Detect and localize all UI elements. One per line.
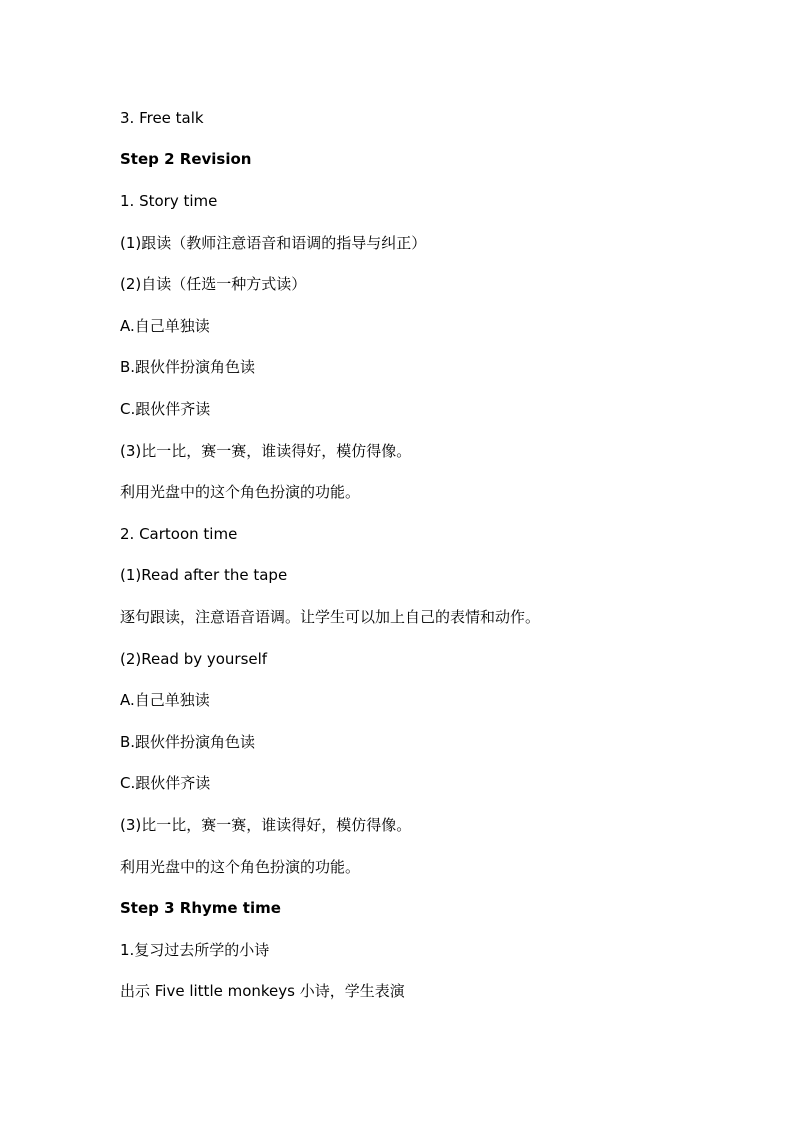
text-line-disc-role-play-2: 利用光盘中的这个角色扮演的功能。 [120,858,361,876]
text-line-free-talk: 3. Free talk [120,109,204,127]
heading-step-3-rhyme-time: Step 3 Rhyme time [120,899,281,917]
text-line-review-poems: 1.复习过去所学的小诗 [120,941,270,959]
text-line-self-read: (2)自读（任选一种方式读） [120,275,307,293]
text-line-five-little-monkeys: 出示 Five little monkeys 小诗，学生表演 [120,982,405,1000]
text-line-option-a-2: A.自己单独读 [120,691,210,709]
text-line-cartoon-time: 2. Cartoon time [120,525,238,543]
text-line-compete: (3)比一比，赛一赛，谁读得好，模仿得像。 [120,442,412,460]
heading-step-2-revision: Step 2 Revision [120,150,252,168]
text-line-read-after-tape: (1)Read after the tape [120,566,288,584]
text-line-option-b: B.跟伙伴扮演角色读 [120,358,256,376]
text-line-option-b-2: B.跟伙伴扮演角色读 [120,733,256,751]
text-line-follow-read: (1)跟读（教师注意语音和语调的指导与纠正） [120,234,427,252]
text-line-sentence-follow: 逐句跟读，注意语音语调。让学生可以加上自己的表情和动作。 [120,608,541,626]
text-line-option-c: C.跟伙伴齐读 [120,400,211,418]
text-line-compete-2: (3)比一比，赛一赛，谁读得好，模仿得像。 [120,816,412,834]
text-line-read-by-yourself: (2)Read by yourself [120,650,268,668]
text-line-option-a: A.自己单独读 [120,317,210,335]
text-line-disc-role-play: 利用光盘中的这个角色扮演的功能。 [120,483,361,501]
text-line-option-c-2: C.跟伙伴齐读 [120,774,211,792]
text-line-story-time: 1. Story time [120,192,218,210]
